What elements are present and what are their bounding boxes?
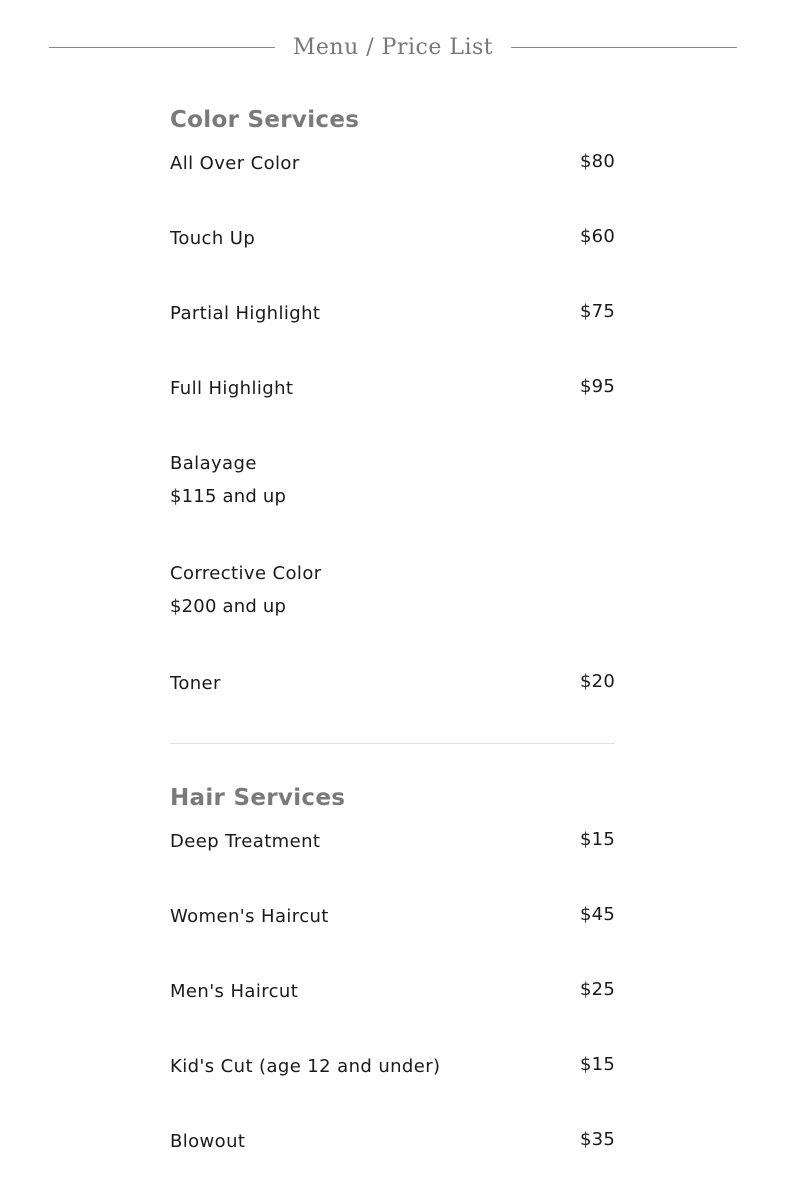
service-name: Full Highlight xyxy=(170,378,294,399)
service-item-deep-treatment xyxy=(170,825,615,900)
service-item-partial-highlight xyxy=(170,297,615,372)
service-price: $25 xyxy=(580,979,615,1000)
service-name: Women's Haircut xyxy=(170,906,329,927)
service-price: $80 xyxy=(580,151,615,172)
service-price: $200 and up xyxy=(170,596,287,617)
service-name: Kid's Cut (age 12 and under) xyxy=(170,1056,441,1077)
service-price: $15 xyxy=(580,829,615,850)
service-price: $60 xyxy=(580,226,615,247)
service-item-mens-haircut xyxy=(170,975,615,1050)
service-list xyxy=(170,147,615,742)
service-item-kids-cut xyxy=(170,1050,615,1125)
service-price: $20 xyxy=(580,671,615,692)
service-price: $75 xyxy=(580,301,615,322)
service-price: $115 and up xyxy=(170,486,287,507)
section-hair-services xyxy=(170,778,615,1200)
service-item-blowout xyxy=(170,1125,615,1200)
service-item-toner xyxy=(170,667,615,742)
service-item-balayage xyxy=(170,447,615,557)
service-item-all-over-color xyxy=(170,147,615,222)
service-name: Corrective Color xyxy=(170,563,322,584)
service-price: $35 xyxy=(580,1129,615,1150)
service-price: $95 xyxy=(580,376,615,397)
section-title: Color Services xyxy=(170,107,360,133)
header-left-rule xyxy=(49,47,275,48)
service-name: Deep Treatment xyxy=(170,831,321,852)
service-name: Touch Up xyxy=(170,228,256,249)
service-name: Balayage xyxy=(170,453,257,474)
service-name: Toner xyxy=(170,673,221,694)
service-item-womens-haircut xyxy=(170,900,615,975)
service-name: Men's Haircut xyxy=(170,981,299,1002)
service-item-full-highlight xyxy=(170,372,615,447)
service-name: All Over Color xyxy=(170,153,300,174)
section-color-services xyxy=(170,100,615,742)
service-price: $45 xyxy=(580,904,615,925)
service-item-corrective-color xyxy=(170,557,615,667)
section-divider xyxy=(170,743,615,744)
service-item-touch-up xyxy=(170,222,615,297)
service-name: Blowout xyxy=(170,1131,246,1152)
header-right-rule xyxy=(511,47,737,48)
section-title: Hair Services xyxy=(170,785,346,811)
page-title: Menu / Price List xyxy=(292,34,494,60)
service-name: Partial Highlight xyxy=(170,303,321,324)
service-price: $15 xyxy=(580,1054,615,1075)
price-list xyxy=(170,100,615,1200)
service-list xyxy=(170,825,615,1200)
menu-header xyxy=(49,28,737,66)
